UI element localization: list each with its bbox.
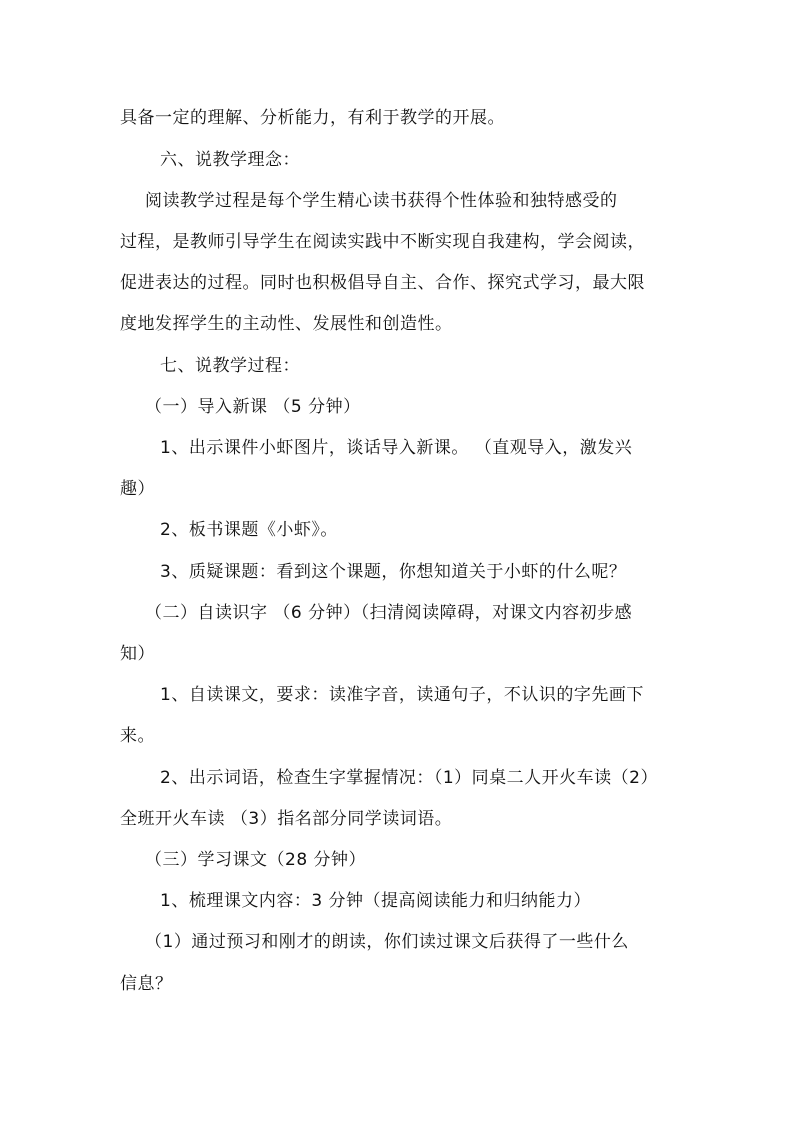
subsection-heading: （一）导入新课 （5 分钟） <box>145 397 361 417</box>
text-line: 全班开火车读 （3）指名部分同学读词语。 <box>120 809 453 829</box>
text-line: 信息？ <box>120 974 173 994</box>
text-line: 1、梳理课文内容：3 分钟（提高阅读能力和归纳能力） <box>160 891 592 911</box>
subsection-heading: （三）学习课文（28 分钟） <box>145 850 367 870</box>
text-line: 过程，是教师引导学生在阅读实践中不断实现自我建构，学会阅读， <box>120 232 645 252</box>
text-line: （1）通过预习和刚才的朗读，你们读过课文后获得了一些什么 <box>145 932 629 952</box>
text-line: 2、板书课题《小虾》。 <box>160 520 338 540</box>
text-line: 知） <box>120 644 155 664</box>
section-heading: 七、说教学过程： <box>160 356 300 376</box>
section-heading: 六、说教学理念： <box>160 150 300 170</box>
text-line: 阅读教学过程是每个学生精心读书获得个性体验和独特感受的 <box>145 191 618 211</box>
text-line: 2、出示词语，检查生字掌握情况：（1）同桌二人开火车读（2） <box>160 768 658 788</box>
text-line: 具备一定的理解、分析能力，有利于教学的开展。 <box>120 108 505 128</box>
text-line: 1、出示课件小虾图片，谈话导入新课。 （直观导入，激发兴 <box>160 438 633 458</box>
text-line: 3、质疑课题：看到这个课题，你想知道关于小虾的什么呢？ <box>160 562 627 582</box>
text-line: 来。 <box>120 726 155 746</box>
text-line: 促进表达的过程。同时也积极倡导自主、合作、探究式学习，最大限 <box>120 273 645 293</box>
text-line: 趣） <box>120 479 155 499</box>
text-line: 1、自读课文，要求：读准字音，读通句子，不认识的字先画下 <box>160 685 644 705</box>
subsection-heading: （二）自读识字 （6 分钟）（扫清阅读障碍，对课文内容初步感 <box>145 603 633 623</box>
text-line: 度地发挥学生的主动性、发展性和创造性。 <box>120 314 453 334</box>
